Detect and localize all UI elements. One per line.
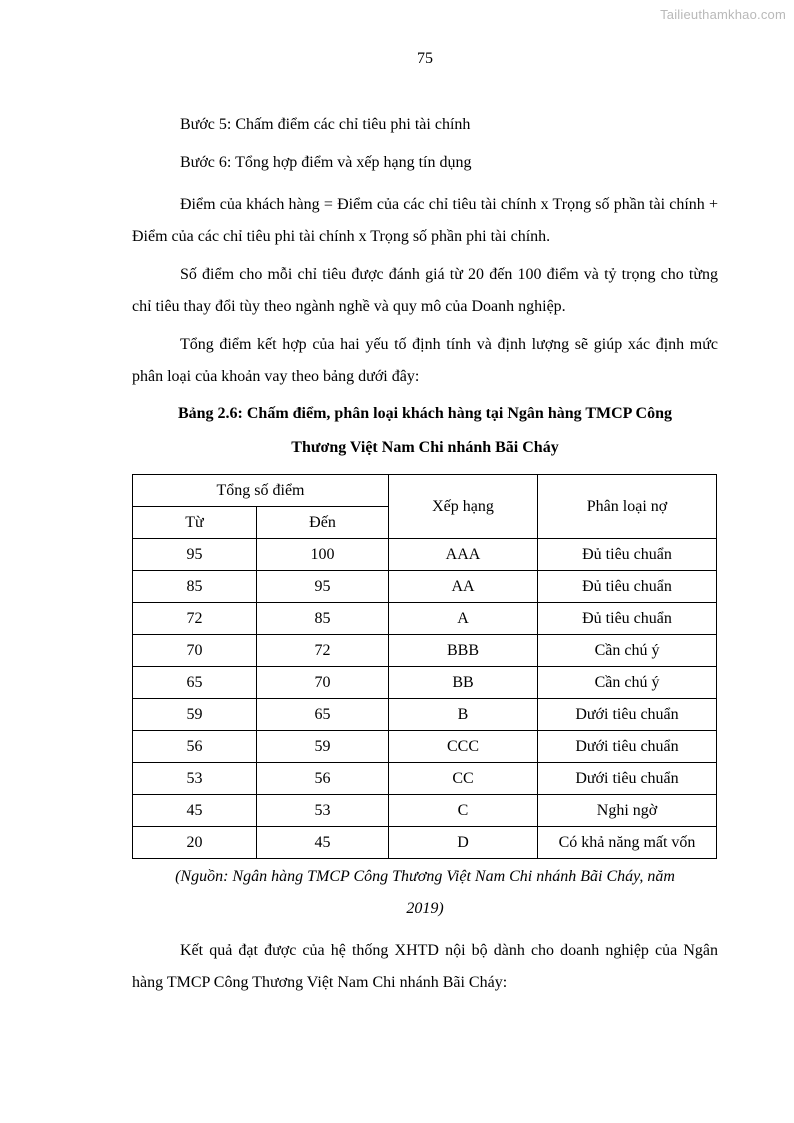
header-rating: Xếp hạng [389, 475, 538, 539]
header-from: Từ [133, 507, 257, 539]
table-row [133, 635, 717, 667]
cell-from: 95 [133, 539, 257, 571]
cell-to: 72 [257, 635, 389, 667]
cell-to: 70 [257, 667, 389, 699]
paragraph-score-range: Số điểm cho mỗi chỉ tiêu được đánh giá từ 20 đến 100 điểm và tỷ trọng cho từng chỉ tiêu thay đổi tùy theo ngành nghề và quy mô của Doanh nghiệp. [132, 266, 718, 315]
table-row [133, 731, 717, 763]
watermark: Tailieuthamkhao.com [660, 7, 786, 22]
cell-rating: BB [389, 667, 538, 699]
cell-to: 65 [257, 699, 389, 731]
cell-from: 65 [133, 667, 257, 699]
table-caption-line-2: Thương Việt Nam Chi nhánh Bãi Cháy [291, 439, 559, 456]
cell-to: 100 [257, 539, 389, 571]
cell-from: 70 [133, 635, 257, 667]
table-row [133, 571, 717, 603]
cell-from: 20 [133, 827, 257, 859]
cell-from: 56 [133, 731, 257, 763]
paragraph-classification-intro: Tổng điểm kết hợp của hai yếu tố định tính và định lượng sẽ giúp xác định mức phân loại của khoản vay theo bảng dưới đây: [132, 336, 718, 385]
cell-classification: Đủ tiêu chuẩn [538, 539, 717, 571]
cell-rating: CCC [389, 731, 538, 763]
cell-rating: BBB [389, 635, 538, 667]
cell-from: 53 [133, 763, 257, 795]
header-to: Đến [257, 507, 389, 539]
cell-to: 45 [257, 827, 389, 859]
table-row [133, 667, 717, 699]
step-5: Bước 5: Chấm điểm các chỉ tiêu phi tài chính [180, 116, 471, 133]
table-header-row [133, 475, 717, 507]
cell-to: 56 [257, 763, 389, 795]
table-caption-line-1: Bảng 2.6: Chấm điểm, phân loại khách hàng tại Ngân hàng TMCP Công [177, 405, 673, 422]
paragraph-closing: Kết quả đạt được của hệ thống XHTD nội bộ dành cho doanh nghiệp của Ngân hàng TMCP Công Thương Việt Nam Chi nhánh Bãi Cháy: [132, 942, 718, 991]
cell-rating: D [389, 827, 538, 859]
cell-classification: Cần chú ý [538, 635, 717, 667]
header-total-score: Tổng số điểm [133, 475, 389, 507]
table-row [133, 603, 717, 635]
cell-classification: Nghi ngờ [538, 795, 717, 827]
step-6: Bước 6: Tổng hợp điểm và xếp hạng tín dụng [180, 154, 472, 171]
cell-rating: A [389, 603, 538, 635]
document-body [132, 113, 718, 1005]
source-note [132, 861, 718, 925]
cell-to: 53 [257, 795, 389, 827]
cell-rating: B [389, 699, 538, 731]
credit-rating-table [132, 474, 717, 859]
cell-classification: Đủ tiêu chuẩn [538, 603, 717, 635]
paragraph-score-formula: Điểm của khách hàng = Điểm của các chỉ tiêu tài chính x Trọng số phần tài chính + Điểm của các chỉ tiêu phi tài chính x Trọng số phần phi tài chính. [132, 196, 718, 245]
cell-from: 45 [133, 795, 257, 827]
table-row [133, 795, 717, 827]
cell-from: 59 [133, 699, 257, 731]
cell-classification: Dưới tiêu chuẩn [538, 699, 717, 731]
cell-rating: AAA [389, 539, 538, 571]
cell-rating: AA [389, 571, 538, 603]
cell-to: 85 [257, 603, 389, 635]
source-note-line-1: (Nguồn: Ngân hàng TMCP Công Thương Việt Nam Chi nhánh Bãi Cháy, năm [175, 868, 675, 885]
table-caption [132, 397, 718, 465]
header-classification: Phân loại nợ [538, 475, 717, 539]
cell-classification: Đủ tiêu chuẩn [538, 571, 717, 603]
table-row [133, 699, 717, 731]
cell-classification: Dưới tiêu chuẩn [538, 763, 717, 795]
cell-from: 72 [133, 603, 257, 635]
cell-classification: Có khả năng mất vốn [538, 827, 717, 859]
cell-classification: Cần chú ý [538, 667, 717, 699]
cell-classification: Dưới tiêu chuẩn [538, 731, 717, 763]
cell-to: 59 [257, 731, 389, 763]
cell-rating: C [389, 795, 538, 827]
table-row [133, 539, 717, 571]
source-note-line-2: 2019) [406, 900, 444, 917]
cell-rating: CC [389, 763, 538, 795]
cell-from: 85 [133, 571, 257, 603]
page-number: 75 [417, 50, 433, 67]
table-row [133, 827, 717, 859]
table-row [133, 763, 717, 795]
cell-to: 95 [257, 571, 389, 603]
